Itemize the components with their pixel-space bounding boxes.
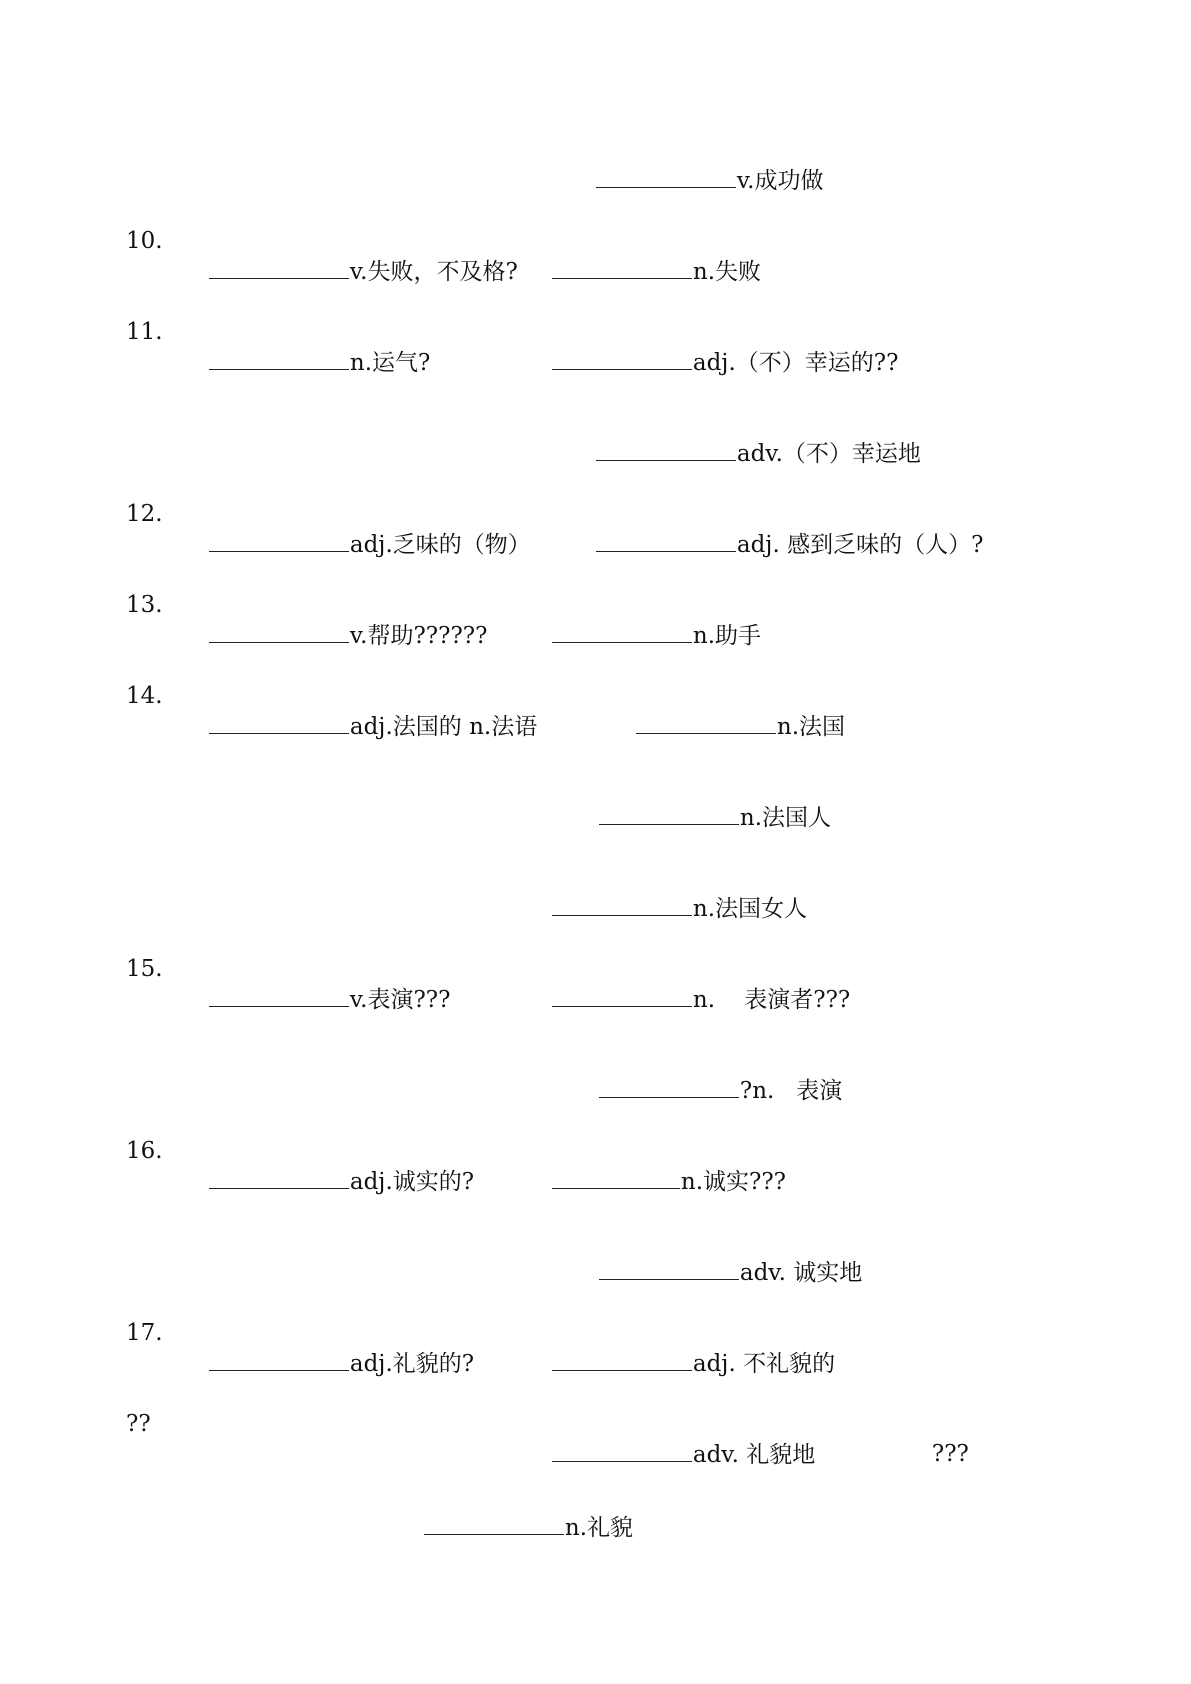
item-number: 16. <box>126 1138 163 1164</box>
answer-blank[interactable] <box>636 711 776 734</box>
definition-text: n.运气? <box>349 350 431 376</box>
list-item <box>0 1482 1191 1541</box>
answer-blank[interactable] <box>209 1166 349 1189</box>
definition-text: v.帮助?????? <box>349 623 488 649</box>
list-item <box>126 590 1126 649</box>
definition-text: adj.诚实的? <box>349 1169 475 1195</box>
answer-blank[interactable] <box>209 1348 349 1371</box>
definition-text: adv.（不）幸运地 <box>736 441 921 467</box>
definition-text: v.成功做 <box>736 168 824 194</box>
answer-blank[interactable] <box>424 1512 564 1535</box>
definition-text: n.失败 <box>692 259 761 285</box>
item-number: ?? <box>126 1411 151 1437</box>
item-number: 11. <box>126 319 163 345</box>
definition-text: ??? <box>931 1441 969 1467</box>
definition-text: adj.礼貌的? <box>349 1351 475 1377</box>
item-number: 13. <box>126 592 163 618</box>
answer-blank[interactable] <box>552 984 692 1007</box>
answer-blank[interactable] <box>209 256 349 279</box>
answer-blank[interactable] <box>599 1257 739 1280</box>
definition-text: n.法国女人 <box>692 896 807 922</box>
definition-text: n.法国 <box>776 714 845 740</box>
definition-text: adj. 不礼貌的 <box>692 1351 836 1377</box>
answer-blank[interactable] <box>552 1166 680 1189</box>
list-item <box>0 1227 1191 1286</box>
answer-blank[interactable] <box>552 1348 692 1371</box>
list-item <box>126 317 1126 376</box>
definition-text: n.诚实??? <box>680 1169 786 1195</box>
answer-blank[interactable] <box>209 347 349 370</box>
definition-text: adv. 诚实地 <box>739 1260 863 1286</box>
definition-text: n.助手 <box>692 623 761 649</box>
list-item <box>0 863 1191 922</box>
list-item <box>126 226 1126 285</box>
list-item <box>126 1318 1126 1377</box>
answer-blank[interactable] <box>599 802 739 825</box>
definition-text: adj.法国的 n.法语 <box>349 714 538 740</box>
item-number: 14. <box>126 683 163 709</box>
list-item <box>126 681 1126 740</box>
list-item <box>0 772 1191 831</box>
definition-text: adj.乏味的（物） <box>349 532 531 558</box>
answer-blank[interactable] <box>596 438 736 461</box>
list-item <box>126 954 1126 1013</box>
definition-text: adv. 礼貌地 <box>692 1442 816 1468</box>
answer-blank[interactable] <box>596 529 736 552</box>
answer-blank[interactable] <box>596 165 736 188</box>
answer-blank[interactable] <box>552 620 692 643</box>
item-number: 12. <box>126 501 163 527</box>
list-item <box>126 499 1136 558</box>
definition-text: adj.（不）幸运的?? <box>692 350 899 376</box>
definition-text: n.礼貌 <box>564 1515 633 1541</box>
item-number: 10. <box>126 228 163 254</box>
answer-blank[interactable] <box>552 347 692 370</box>
definition-text: n. 表演者??? <box>692 987 851 1013</box>
answer-blank[interactable] <box>209 529 349 552</box>
definition-text: ?n. 表演 <box>739 1078 843 1104</box>
answer-blank[interactable] <box>209 620 349 643</box>
answer-blank[interactable] <box>209 711 349 734</box>
answer-blank[interactable] <box>599 1075 739 1098</box>
item-number: 17. <box>126 1320 163 1346</box>
list-item <box>126 1409 1126 1468</box>
answer-blank[interactable] <box>552 256 692 279</box>
answer-blank[interactable] <box>552 1439 692 1462</box>
list-item <box>126 1136 1126 1195</box>
list-item <box>0 1045 1191 1104</box>
definition-text: n.法国人 <box>739 805 831 831</box>
item-number: 15. <box>126 956 163 982</box>
definition-text: adj. 感到乏味的（人）? <box>736 532 984 558</box>
list-item <box>0 135 1191 194</box>
answer-blank[interactable] <box>552 893 692 916</box>
answer-blank[interactable] <box>209 984 349 1007</box>
definition-text: v.表演??? <box>349 987 451 1013</box>
definition-text: v.失败，不及格? <box>349 259 518 285</box>
list-item <box>0 408 1191 467</box>
